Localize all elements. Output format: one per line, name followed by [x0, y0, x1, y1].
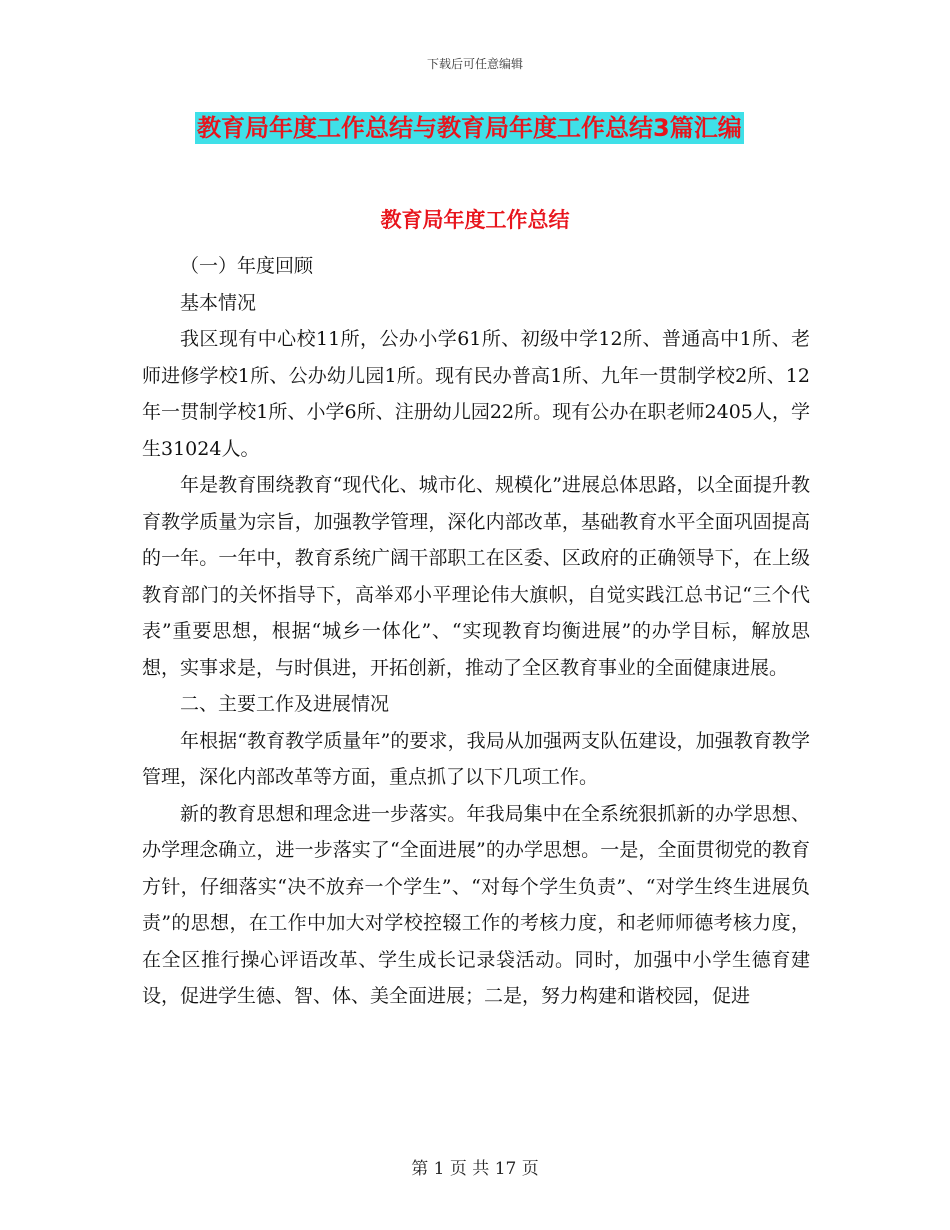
page-footer: 第 1 页 共 17 页 — [411, 1159, 539, 1179]
page-header-note: 下载后可任意编辑 — [426, 57, 523, 71]
paragraph: 年是教育围绕教育“现代化、城市化、规模化”进展总体思路，以全面提升教育教学质量为宗旨，加强教学管理，深化内部改革，基础教育水平全面巩固提高的一年。一年中，教育系统广阔干部职工在区委、区政府的正确领导下，在上级教育部门的关怀指导下，高举邓小平理论伟大旗帜，自觉实践江总书记“三个代表”重要思想，根据“城乡一体化”、“实现教育均衡进展”的办学目标，解放思想，实事求是，与时俱进，开拓创新，推动了全区教育事业的全面健康进展。 — [142, 474, 810, 679]
paragraph: 我区现有中心校11所，公办小学61所、初级中学12所、普通高中1所、老师进修学校1所、公办幼儿园1所。现有民办普高1所、九年一贯制学校2所、12年一贯制学校1所、小学6所、注册幼儿园22所。现有公办在职老师2405人，学生31024人。 — [142, 328, 810, 460]
section-title: 教育局年度工作总结 — [380, 208, 570, 232]
paragraph-heading-main-work: 二、主要工作及进展情况 — [180, 693, 390, 715]
main-title-container — [195, 112, 744, 144]
paragraph-heading-basic-situation: 基本情况 — [180, 291, 257, 314]
document-body — [142, 248, 810, 1015]
paragraph-heading-annual-review: （一）年度回顾 — [180, 255, 314, 277]
paragraph: 新的教育思想和理念进一步落实。年我局集中在全系统狠抓新的办学思想、办学理念确立，进一步落实了“全面进展”的办学思想。一是，全面贯彻党的教育方针，仔细落实“决不放弃一个学生”、“对每个学生负责”、“对学生终生进展负责”的思想，在工作中加大对学校控辍工作的考核力度，和老师师德考核力度，在全区推行操心评语改革、学生成长记录袋活动。同时，加强中小学生德育建设，促进学生德、智、体、美全面进展；二是，努力构建和谐校园，促进 — [142, 802, 810, 1007]
main-title: 教育局年度工作总结与教育局年度工作总结3篇汇编 — [197, 114, 742, 142]
paragraph: 年根据“教育教学质量年”的要求，我局从加强两支队伍建设，加强教育教学管理，深化内部改革等方面，重点抓了以下几项工作。 — [142, 729, 810, 788]
